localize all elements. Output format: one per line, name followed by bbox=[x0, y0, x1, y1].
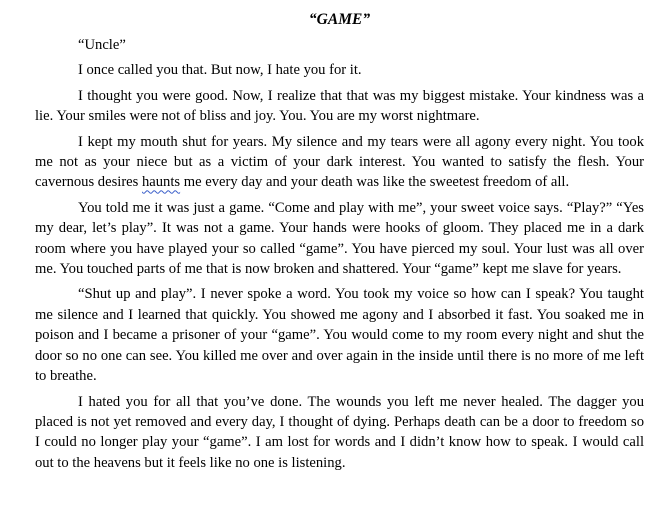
paragraph-silence bbox=[35, 132, 644, 193]
document-page bbox=[35, 9, 644, 478]
paragraph-good: I thought you were good. Now, I realize that that was my biggest mistake. Your kindness was a lie. Your smiles were not of bliss and joy. You. You are my worst nightmare. bbox=[35, 87, 644, 125]
paragraph-shut-up: “Shut up and play”. I never spoke a word. You took my voice so how can I speak? You taught me silence and I learned that quickly. You showed me agony and I absorbed it fast. You soaked me in poison and I became a prisoner of your “game”. You would come to my room every night and shut the door so no one can see. You killed me over and over again in the inside until there is no more of me left to breathe. bbox=[35, 286, 644, 385]
paragraph-game: You told me it was just a game. “Come and play with me”, your sweet voice says. “Play?” “Yes my dear, let’s play”. It was not a game. Your hands were hooks of gloom. They placed me in a dark room where you have played your so called “game”. You have pierced my soul. Your lust was all over me. You touched parts of me that is now broken and shattered. Your “game” kept me slave for years. bbox=[35, 199, 644, 278]
paragraph-silence-text: I kept my mouth shut for years. My silence and my tears were all agony every night. You took me not as your niece but as a victim of your dark interest. You wanted to satisfy the flesh. bbox=[35, 133, 644, 171]
paragraph-hate: I once called you that. But now, I hate you for it. bbox=[78, 62, 362, 79]
paragraph-silence-text-2: Your cavernous desires bbox=[35, 154, 644, 191]
paragraph-uncle: “Uncle” bbox=[78, 37, 126, 53]
document-title: “GAME” bbox=[308, 11, 371, 28]
paragraph-silence-text-3: me every day and your death was like the sweetest freedom of all. bbox=[180, 174, 570, 191]
spellcheck-flagged-word: haunts bbox=[141, 174, 181, 191]
paragraph-wounds: I hated you for all that you’ve done. The wounds you left me never healed. The dagger you placed is not yet removed and every day, I thought of dying. Perhaps death can be a door to freedom so I could no longer play your “game”. I am lost for words and I didn’t know how to speak. I would call out to the heavens but it feels like no one is listening. bbox=[35, 393, 644, 471]
